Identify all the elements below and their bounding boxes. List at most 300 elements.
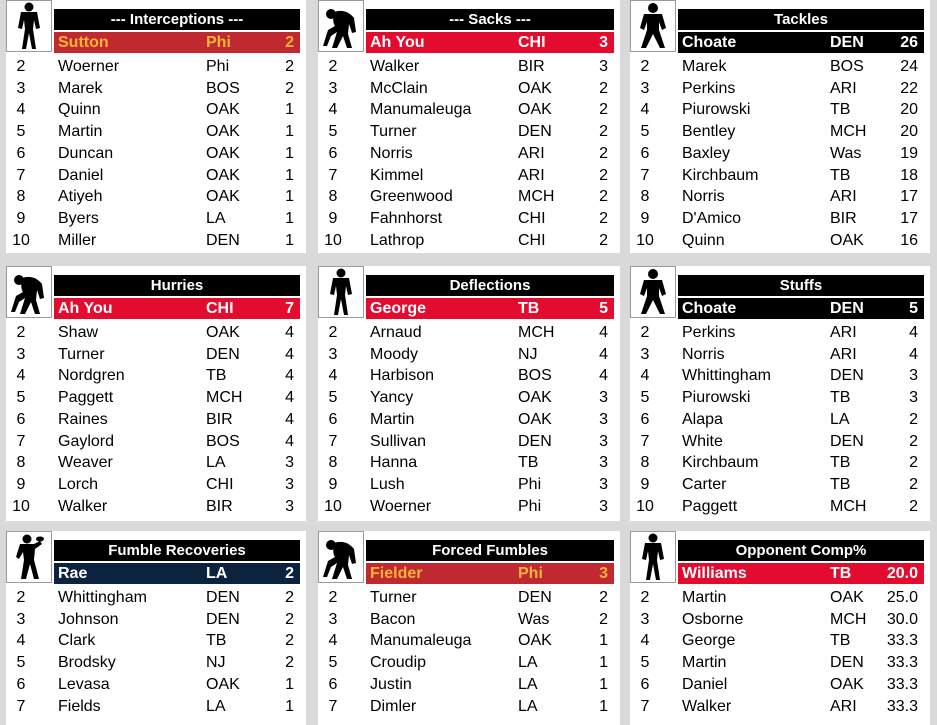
rank-cell: 6: [640, 410, 650, 428]
team-cell: BIR: [518, 58, 545, 75]
leader-team: CHI: [518, 34, 546, 51]
rank-cell: 4: [640, 632, 650, 650]
rank-cell: 5: [328, 654, 338, 672]
rank-cell: 2: [328, 324, 338, 341]
leader-value: 3: [599, 565, 608, 582]
stat-value-cell: 33.3: [886, 654, 918, 672]
team-cell: LA: [518, 697, 538, 715]
lineman-icon: [6, 266, 52, 318]
table-row: [318, 474, 614, 495]
player-name-cell: Paggett: [58, 389, 114, 407]
stat-value-cell: 33.3: [886, 632, 918, 650]
defensive-back-icon: [318, 266, 364, 318]
rank-cell: 2: [640, 324, 650, 341]
player-name-cell: Carter: [682, 475, 727, 493]
table-row: [6, 409, 300, 430]
stat-value-cell: 2: [599, 166, 608, 184]
stat-value-cell: 1: [285, 101, 294, 119]
rank-cell: 6: [328, 675, 338, 693]
table-row: [318, 630, 614, 651]
leader-team: TB: [830, 565, 852, 582]
stat-value-cell: 3: [909, 367, 918, 385]
rank-cell: 5: [328, 389, 338, 407]
stat-value-cell: 4: [909, 345, 918, 363]
table-row: [6, 674, 300, 695]
rank-cell: 2: [640, 589, 650, 606]
player-name-cell: Fields: [58, 697, 101, 715]
team-cell: OAK: [206, 123, 240, 141]
panel-fumble-recoveries: [6, 531, 306, 725]
player-name-cell: Piurowski: [682, 389, 751, 407]
team-cell: DEN: [518, 123, 552, 141]
table-row: [318, 344, 614, 365]
table-row: [318, 99, 614, 120]
stat-value-cell: 19: [900, 144, 918, 162]
player-name-cell: Norris: [682, 188, 725, 206]
panel-stuffs: [630, 266, 930, 521]
stat-value-cell: 1: [285, 123, 294, 141]
player-name-cell: Turner: [58, 345, 105, 363]
rank-cell: 3: [328, 79, 338, 97]
team-cell: ARI: [830, 697, 857, 715]
panel-deflections: [318, 266, 620, 521]
team-cell: TB: [206, 367, 227, 385]
stat-value-cell: 24: [900, 58, 918, 75]
table-row: [318, 143, 614, 164]
rank-cell: 8: [328, 454, 338, 472]
stat-value-cell: 20: [900, 101, 918, 119]
player-name-cell: Miller: [58, 231, 97, 249]
stat-value-cell: 1: [285, 231, 294, 249]
leader-name: Ah You: [370, 34, 425, 51]
stat-value-cell: 3: [909, 389, 918, 407]
team-cell: DEN: [830, 367, 864, 385]
rank-cell: 3: [16, 610, 26, 628]
team-cell: ARI: [830, 324, 857, 341]
player-name-cell: Croudip: [370, 654, 427, 672]
team-cell: DEN: [518, 589, 552, 606]
player-name-cell: Lush: [370, 475, 405, 493]
rank-cell: 2: [328, 58, 338, 75]
table-row: [6, 452, 300, 473]
table-row: [630, 409, 924, 430]
player-name-cell: Perkins: [682, 324, 736, 341]
player-name-cell: Kirchbaum: [682, 454, 759, 472]
table-row: [630, 230, 924, 251]
panel-tackles: [630, 0, 930, 253]
team-cell: Was: [518, 610, 550, 628]
player-name-cell: Piurowski: [682, 101, 751, 119]
table-row: [318, 674, 614, 695]
team-cell: TB: [830, 454, 851, 472]
stat-value-cell: 1: [285, 144, 294, 162]
rank-cell: 9: [640, 209, 650, 227]
player-name-cell: Whittingham: [682, 367, 771, 385]
table-row: [630, 208, 924, 229]
stat-value-cell: 3: [599, 475, 608, 493]
rank-cell: 8: [16, 188, 26, 206]
stat-value-cell: 4: [285, 389, 294, 407]
leader-row: [54, 298, 300, 319]
player-name-cell: Martin: [682, 654, 727, 672]
table-row: [6, 165, 300, 186]
table-row: [318, 587, 614, 608]
panel-interceptions: [6, 0, 306, 253]
leader-row: [366, 298, 614, 319]
rank-cell: 6: [640, 675, 650, 693]
stat-value-cell: 4: [599, 345, 608, 363]
stat-value-cell: 2: [285, 632, 294, 650]
table-row: [318, 387, 614, 408]
leader-value: 2: [285, 34, 294, 51]
player-name-cell: Walker: [682, 697, 732, 715]
team-cell: Phi: [518, 497, 542, 515]
team-cell: OAK: [518, 101, 552, 119]
player-name-cell: Bentley: [682, 123, 736, 141]
rank-cell: 5: [16, 123, 26, 141]
table-row: [318, 652, 614, 673]
player-name-cell: Bacon: [370, 610, 416, 628]
rank-cell: 7: [328, 432, 338, 450]
team-cell: BOS: [830, 58, 864, 75]
lineman-icon: [318, 531, 364, 583]
team-cell: BIR: [206, 410, 233, 428]
rank-cell: 2: [16, 58, 26, 75]
player-name-cell: Justin: [370, 675, 412, 693]
rank-cell: 5: [16, 389, 26, 407]
rank-cell: 4: [328, 101, 338, 119]
stat-value-cell: 3: [599, 454, 608, 472]
stat-value-cell: 17: [900, 188, 918, 206]
player-name-cell: Manumaleuga: [370, 101, 472, 119]
panel-forced-fumbles: [318, 531, 620, 725]
stat-value-cell: 1: [599, 654, 608, 672]
rank-cell: 6: [16, 675, 26, 693]
rank-cell: 4: [640, 367, 650, 385]
player-name-cell: Norris: [370, 144, 413, 162]
stat-value-cell: 4: [285, 410, 294, 428]
player-name-cell: Martin: [58, 123, 103, 141]
player-name-cell: Clark: [58, 632, 96, 650]
rank-cell: 7: [328, 166, 338, 184]
table-row: [318, 322, 614, 343]
player-name-cell: Baxley: [682, 144, 731, 162]
panel-title: Deflections: [366, 275, 614, 296]
panel-title: Fumble Recoveries: [54, 540, 300, 561]
rank-cell: 4: [16, 101, 26, 119]
table-row: [318, 78, 614, 99]
panel-title: Forced Fumbles: [366, 540, 614, 561]
player-name-cell: Martin: [682, 589, 727, 606]
team-cell: OAK: [206, 675, 240, 693]
player-name-cell: Nordgren: [58, 367, 125, 385]
rank-cell: 4: [328, 367, 338, 385]
stat-value-cell: 2: [909, 410, 918, 428]
team-cell: DEN: [206, 610, 240, 628]
player-name-cell: McClain: [370, 79, 428, 97]
player-name-cell: Duncan: [58, 144, 114, 162]
player-name-cell: Brodsky: [58, 654, 116, 672]
team-cell: LA: [206, 697, 226, 715]
leader-value: 5: [909, 300, 918, 317]
stat-value-cell: 1: [285, 188, 294, 206]
team-cell: MCH: [206, 389, 243, 407]
stat-value-cell: 4: [285, 432, 294, 450]
panel-title: Hurries: [54, 275, 300, 296]
rank-cell: 10: [324, 497, 342, 515]
team-cell: OAK: [830, 675, 864, 693]
team-cell: Was: [830, 144, 862, 162]
panel-title: Opponent Comp%: [678, 540, 924, 561]
leader-value: 20.0: [886, 565, 918, 582]
panel-title: Stuffs: [678, 275, 924, 296]
stat-value-cell: 4: [599, 367, 608, 385]
player-name-cell: Kimmel: [370, 166, 424, 184]
stat-value-cell: 3: [599, 497, 608, 515]
leader-row: [366, 32, 614, 53]
player-name-cell: Woerner: [370, 497, 432, 515]
rank-cell: 3: [328, 345, 338, 363]
table-row: [318, 230, 614, 251]
player-name-cell: Woerner: [58, 58, 120, 75]
rank-cell: 3: [640, 79, 650, 97]
stat-value-cell: 2: [599, 101, 608, 119]
team-cell: NJ: [518, 345, 538, 363]
stat-value-cell: 2: [285, 58, 294, 75]
stat-value-cell: 4: [599, 324, 608, 341]
team-cell: NJ: [206, 654, 226, 672]
leader-team: DEN: [830, 34, 864, 51]
stat-value-cell: 2: [599, 144, 608, 162]
rank-cell: 5: [16, 654, 26, 672]
leader-team: CHI: [206, 300, 234, 317]
rank-cell: 7: [640, 697, 650, 715]
rank-cell: 5: [640, 389, 650, 407]
table-row: [6, 56, 300, 77]
player-name-cell: Yancy: [370, 389, 414, 407]
team-cell: LA: [518, 654, 538, 672]
leader-name: Williams: [682, 565, 747, 582]
rank-cell: 8: [328, 188, 338, 206]
team-cell: DEN: [206, 345, 240, 363]
rank-cell: 4: [16, 367, 26, 385]
stat-value-cell: 3: [599, 432, 608, 450]
stat-value-cell: 2: [909, 432, 918, 450]
rank-cell: 3: [16, 345, 26, 363]
table-row: [630, 387, 924, 408]
leader-team: DEN: [830, 300, 864, 317]
table-row: [318, 186, 614, 207]
player-name-cell: White: [682, 432, 723, 450]
leader-row: [54, 32, 300, 53]
leader-row: [678, 32, 924, 53]
stat-value-cell: 20: [900, 123, 918, 141]
leader-value: 5: [599, 300, 608, 317]
table-row: [6, 496, 300, 517]
team-cell: OAK: [518, 410, 552, 428]
team-cell: TB: [830, 632, 851, 650]
table-row: [6, 630, 300, 651]
team-cell: OAK: [830, 231, 864, 249]
team-cell: BIR: [206, 497, 233, 515]
player-name-cell: Walker: [58, 497, 108, 515]
leader-row: [678, 298, 924, 319]
team-cell: Phi: [206, 58, 230, 75]
stat-value-cell: 4: [285, 324, 294, 341]
table-row: [6, 121, 300, 142]
stat-value-cell: 2: [599, 209, 608, 227]
leader-name: Choate: [682, 300, 737, 317]
team-cell: BOS: [206, 79, 240, 97]
panel-sacks: [318, 0, 620, 253]
team-cell: MCH: [518, 188, 555, 206]
team-cell: TB: [830, 475, 851, 493]
leader-row: [54, 563, 300, 584]
player-name-cell: Paggett: [682, 497, 738, 515]
table-row: [6, 344, 300, 365]
leader-value: 7: [285, 300, 294, 317]
rank-cell: 2: [16, 324, 26, 341]
player-name-cell: Daniel: [58, 166, 104, 184]
stat-value-cell: 2: [909, 454, 918, 472]
player-name-cell: Atiyeh: [58, 188, 103, 206]
team-cell: OAK: [206, 101, 240, 119]
team-cell: MCH: [518, 324, 555, 341]
team-cell: OAK: [518, 632, 552, 650]
player-name-cell: Hanna: [370, 454, 418, 472]
defensive-back-icon: [630, 531, 676, 583]
table-row: [630, 609, 924, 630]
player-name-cell: Weaver: [58, 454, 113, 472]
linebacker-icon: [630, 266, 676, 318]
rank-cell: 8: [16, 454, 26, 472]
rank-cell: 9: [640, 475, 650, 493]
table-row: [630, 143, 924, 164]
rank-cell: 5: [640, 123, 650, 141]
stat-value-cell: 16: [900, 231, 918, 249]
player-name-cell: Manumaleuga: [370, 632, 472, 650]
table-row: [630, 121, 924, 142]
stat-value-cell: 2: [599, 610, 608, 628]
team-cell: DEN: [206, 231, 240, 249]
table-row: [318, 165, 614, 186]
team-cell: MCH: [830, 123, 867, 141]
player-name-cell: Raines: [58, 410, 108, 428]
team-cell: TB: [830, 389, 851, 407]
table-row: [318, 365, 614, 386]
table-row: [318, 696, 614, 717]
table-row: [630, 496, 924, 517]
team-cell: LA: [830, 410, 850, 428]
player-name-cell: Greenwood: [370, 188, 453, 206]
table-row: [6, 609, 300, 630]
player-name-cell: Gaylord: [58, 432, 115, 450]
player-name-cell: Turner: [370, 123, 417, 141]
rank-cell: 3: [640, 610, 650, 628]
team-cell: TB: [518, 454, 539, 472]
team-cell: MCH: [830, 497, 867, 515]
rank-cell: 6: [640, 144, 650, 162]
leader-row: [366, 563, 614, 584]
leader-row: [678, 563, 924, 584]
table-row: [630, 322, 924, 343]
table-row: [6, 587, 300, 608]
team-cell: ARI: [830, 188, 857, 206]
rank-cell: 10: [12, 497, 30, 515]
leader-name: George: [370, 300, 427, 317]
team-cell: TB: [206, 632, 227, 650]
player-name-cell: Quinn: [682, 231, 725, 249]
team-cell: CHI: [206, 475, 234, 493]
stat-value-cell: 33.3: [886, 675, 918, 693]
panel-opponent-comp: [630, 531, 930, 725]
leader-name: Sutton: [58, 34, 109, 51]
player-name-cell: Whittingham: [58, 589, 147, 606]
player-name-cell: Turner: [370, 589, 417, 606]
table-row: [318, 452, 614, 473]
player-name-cell: Kirchbaum: [682, 166, 759, 184]
player-name-cell: Daniel: [682, 675, 728, 693]
table-row: [630, 630, 924, 651]
leader-team: LA: [206, 565, 228, 582]
table-row: [318, 609, 614, 630]
team-cell: OAK: [206, 188, 240, 206]
leader-name: Choate: [682, 34, 737, 51]
leader-name: Ah You: [58, 300, 113, 317]
stat-value-cell: 2: [909, 497, 918, 515]
table-row: [630, 452, 924, 473]
stat-value-cell: 30.0: [886, 610, 918, 628]
rank-cell: 5: [640, 654, 650, 672]
team-cell: DEN: [206, 589, 240, 606]
rank-cell: 10: [636, 231, 654, 249]
rank-cell: 4: [16, 632, 26, 650]
team-cell: OAK: [206, 144, 240, 162]
stat-value-cell: 17: [900, 209, 918, 227]
table-row: [630, 365, 924, 386]
rank-cell: 4: [640, 101, 650, 119]
team-cell: OAK: [518, 389, 552, 407]
stat-value-cell: 1: [285, 675, 294, 693]
team-cell: DEN: [518, 432, 552, 450]
player-name-cell: D'Amico: [682, 209, 742, 227]
player-name-cell: Levasa: [58, 675, 110, 693]
team-cell: ARI: [830, 345, 857, 363]
leader-team: TB: [518, 300, 540, 317]
stat-value-cell: 3: [599, 58, 608, 75]
table-row: [6, 322, 300, 343]
player-name-cell: George: [682, 632, 736, 650]
stat-value-cell: 1: [285, 166, 294, 184]
rank-cell: 7: [328, 697, 338, 715]
stat-value-cell: 1: [285, 697, 294, 715]
stat-value-cell: 18: [900, 166, 918, 184]
stat-value-cell: 2: [599, 589, 608, 606]
rank-cell: 7: [640, 166, 650, 184]
player-name-cell: Lorch: [58, 475, 99, 493]
table-row: [630, 652, 924, 673]
table-row: [6, 186, 300, 207]
rank-cell: 3: [640, 345, 650, 363]
panel-title: --- Interceptions ---: [54, 9, 300, 30]
leader-team: Phi: [518, 565, 543, 582]
player-name-cell: Marek: [58, 79, 103, 97]
player-name-cell: Byers: [58, 209, 99, 227]
team-cell: OAK: [518, 79, 552, 97]
stat-value-cell: 2: [285, 589, 294, 606]
rank-cell: 6: [328, 144, 338, 162]
leader-team: Phi: [206, 34, 231, 51]
